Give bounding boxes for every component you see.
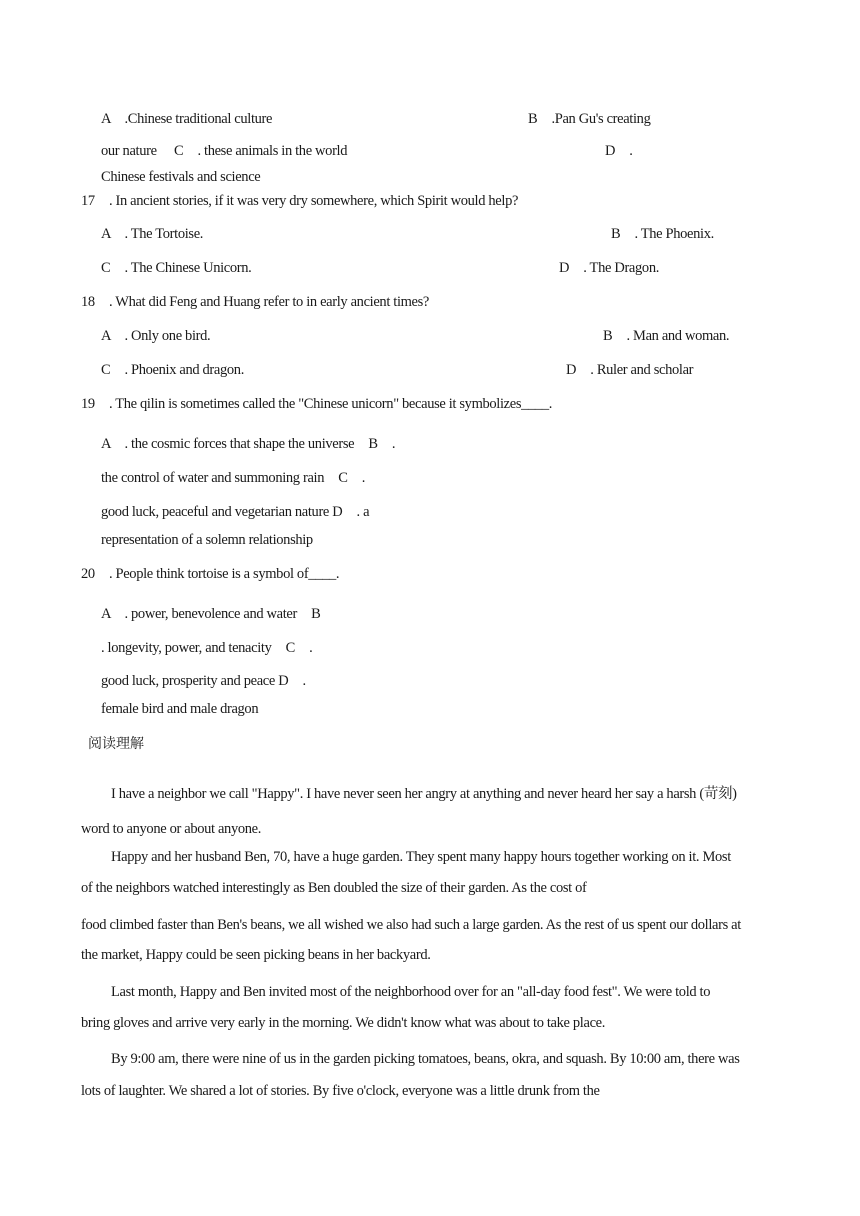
q16-option-b: B .Pan Gu's creating [528, 111, 651, 127]
q18-option-c: C . Phoenix and dragon. [101, 362, 244, 378]
q19-stem: 19 . The qilin is sometimes called the "Chinese unicorn" because it symbolizes____. [81, 396, 552, 412]
q19-options-line-1: A . the cosmic forces that shape the universe B . [101, 436, 396, 452]
q19-options-line-2: the control of water and summoning rain C . [101, 470, 366, 486]
passage-line-2: word to anyone or about anyone. [81, 821, 262, 837]
passage-line-4: of the neighbors watched interestingly as Ben doubled the size of their garden. As the cost of [81, 880, 587, 896]
q16-option-a: A .Chinese traditional culture [101, 111, 273, 127]
q16-option-d-continued: Chinese festivals and science [101, 169, 261, 185]
passage-line-7: Last month, Happy and Ben invited most of the neighborhood over for an "all-day food fest". We were told to [111, 984, 711, 1000]
passage-line-8: bring gloves and arrive very early in the morning. We didn't know what was about to take place. [81, 1015, 606, 1031]
q18-option-a: A . Only one bird. [101, 328, 211, 344]
passage-line-3: Happy and her husband Ben, 70, have a huge garden. They spent many happy hours together working on it. Most [111, 849, 731, 865]
passage-line-10: lots of laughter. We shared a lot of stories. By five o'clock, everyone was a little drunk from the [81, 1083, 600, 1099]
q17-option-c: C . The Chinese Unicorn. [101, 260, 252, 276]
q17-stem: 17 . In ancient stories, if it was very dry somewhere, which Spirit would help? [81, 193, 519, 209]
q19-options-line-3: good luck, peaceful and vegetarian nature D . a [101, 504, 370, 520]
q19-options-line-4: representation of a solemn relationship [101, 532, 313, 548]
q18-option-d: D . Ruler and scholar [566, 362, 694, 378]
q20-options-line-4: female bird and male dragon [101, 701, 259, 717]
q20-stem: 20 . People think tortoise is a symbol of____. [81, 566, 340, 582]
q17-option-b: B . The Phoenix. [611, 226, 714, 242]
passage-line-6: the market, Happy could be seen picking beans in her backyard. [81, 947, 431, 963]
passage-line-9: By 9:00 am, there were nine of us in the garden picking tomatoes, beans, okra, and squash. By 10:00 am, there was [111, 1051, 740, 1067]
q20-options-line-2: . longevity, power, and tenacity C . [101, 640, 313, 656]
q16-option-b-continued: our nature [101, 143, 157, 159]
q16-option-c: C . these animals in the world [174, 143, 348, 159]
q20-options-line-3: good luck, prosperity and peace D . [101, 673, 306, 689]
section-heading: 阅读理解 [88, 736, 144, 752]
q18-option-b: B . Man and woman. [603, 328, 730, 344]
q20-options-line-1: A . power, benevolence and water B [101, 606, 321, 622]
passage-line-1: I have a neighbor we call "Happy". I have never seen her angry at anything and never heard her say a harsh (苛刻) [111, 786, 737, 802]
q17-option-d: D . The Dragon. [559, 260, 659, 276]
q17-option-a: A . The Tortoise. [101, 226, 204, 242]
passage-line-5: food climbed faster than Ben's beans, we all wished we also had such a large garden. As the rest of us spent our dollars at [81, 917, 741, 933]
q16-option-d: D . [605, 143, 633, 159]
q18-stem: 18 . What did Feng and Huang refer to in early ancient times? [81, 294, 430, 310]
